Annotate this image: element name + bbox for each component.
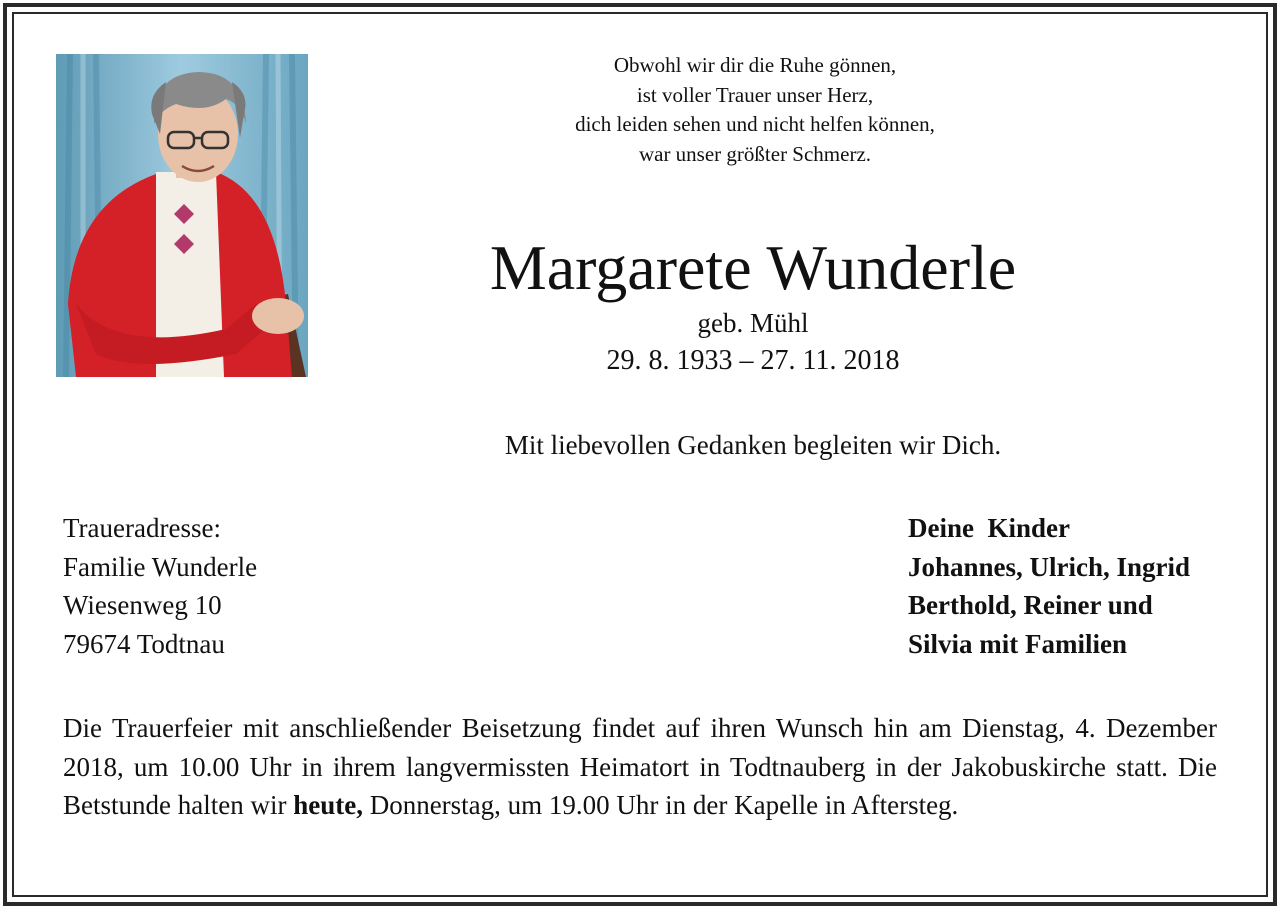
- mourners-list: [908, 509, 1238, 663]
- notice-text: Die Trauerfeier mit anschließender Beisetzung findet auf ihren Wunsch hin am Dienstag, 4. Dezember 2018, um 10.00 Uhr in ihrem langvermissten Heimatort in Todtnauberg in der Jakobuskirche statt. Die Betstunde halten wir: [63, 713, 1217, 820]
- notice-text-end: Donnerstag, um 19.00 Uhr in der Kapelle in Aftersteg.: [362, 790, 959, 820]
- poem-line: Obwohl wir dir die Ruhe gönnen,: [613, 53, 897, 77]
- life-dates: 29. 8. 1933 – 27. 11. 2018: [606, 345, 900, 376]
- mourners-line: Johannes, Ulrich, Ingrid: [908, 551, 1191, 582]
- notice-emphasis: heute,: [293, 790, 363, 820]
- memorial-poem: [460, 51, 1050, 169]
- poem-line: ist voller Trauer unser Herz,: [636, 82, 874, 107]
- mourners-line: Silvia mit Familien: [908, 628, 1127, 659]
- maiden-name: geb. Mühl: [697, 308, 809, 338]
- mourners-line: Berthold, Reiner und: [908, 590, 1153, 620]
- mourners-line: Deine Kinder: [908, 513, 1070, 543]
- address-line: Wiesenweg 10: [63, 590, 222, 620]
- memorial-motto: Mit liebevollen Gedanken begleiten wir Dich.: [504, 430, 1002, 460]
- funeral-notice: [63, 709, 1217, 825]
- address-line: 79674 Todtnau: [63, 628, 225, 659]
- portrait-photo: [56, 54, 308, 377]
- deceased-name: Margarete Wunderle: [489, 232, 1017, 303]
- poem-line: war unser größter Schmerz.: [638, 141, 872, 166]
- mourning-address: [63, 509, 463, 663]
- address-line: Traueradresse:: [63, 513, 221, 543]
- poem-line: dich leiden sehen und nicht helfen können,: [575, 112, 935, 136]
- address-line: Familie Wunderle: [63, 551, 258, 582]
